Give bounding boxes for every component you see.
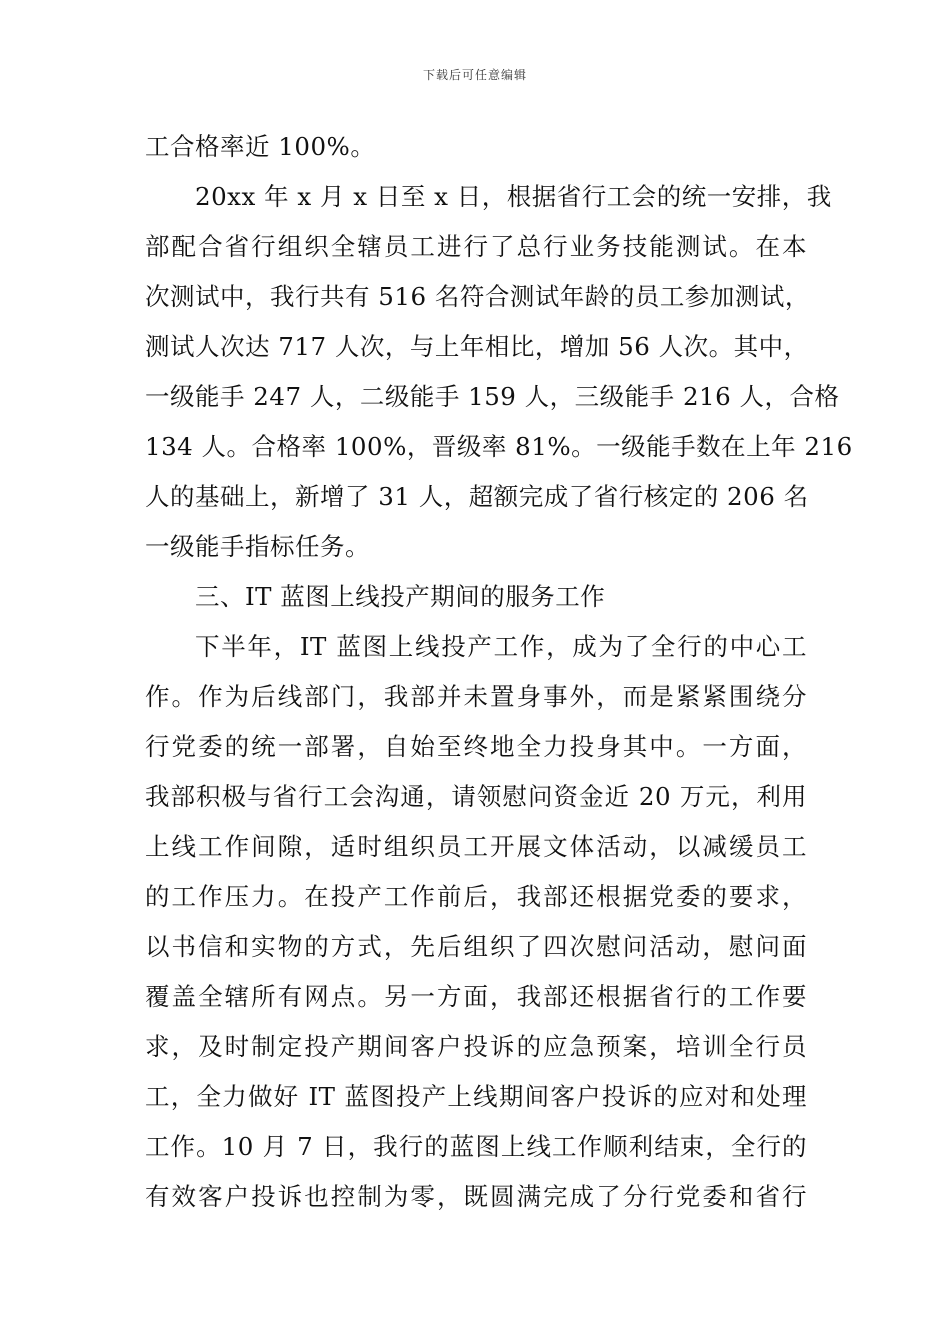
header-note: 下载后可任意编辑 — [422, 68, 527, 82]
text-line: 有效客户投诉也控制为零，既圆满完成了分行党委和省行 — [145, 1182, 807, 1211]
text-line: 行党委的统一部署，自始至终地全力投身其中。一方面， — [145, 732, 807, 761]
text-line: 测试人次达 717 人次，与上年相比，增加 56 人次。其中， — [145, 332, 809, 361]
text-line: 下半年，IT 蓝图上线投产工作，成为了全行的中心工 — [195, 632, 807, 661]
text-line: 求，及时制定投产期间客户投诉的应急预案，培训全行员 — [145, 1032, 807, 1061]
text-line: 覆盖全辖所有网点。另一方面，我部还根据省行的工作要 — [145, 982, 807, 1011]
text-line: 20xx 年 x 月 x 日至 x 日，根据省行工会的统一安排，我 — [195, 182, 832, 211]
text-line: 我部积极与省行工会沟通，请领慰问资金近 20 万元，利用 — [145, 782, 807, 811]
text-line: 次测试中，我行共有 516 名符合测试年龄的员工参加测试， — [145, 282, 810, 311]
text-line: 工，全力做好 IT 蓝图投产上线期间客户投诉的应对和处理 — [145, 1082, 807, 1111]
document-body — [145, 122, 853, 1222]
text-line: 134 人。合格率 100%，晋级率 81%。一级能手数在上年 216 — [145, 432, 853, 461]
text-line: 一级能手指标任务。 — [145, 532, 370, 561]
text-line: 上线工作间隙，适时组织员工开展文体活动，以减缓员工 — [145, 832, 807, 861]
text-line: 人的基础上，新增了 31 人，超额完成了省行核定的 206 名 — [145, 482, 809, 511]
text-line: 的工作压力。在投产工作前后，我部还根据党委的要求， — [145, 882, 807, 911]
text-line: 作。作为后线部门，我部并未置身事外，而是紧紧围绕分 — [145, 682, 807, 711]
text-line: 以书信和实物的方式，先后组织了四次慰问活动，慰问面 — [145, 932, 807, 961]
text-line: 工作。10 月 7 日，我行的蓝图上线工作顺利结束，全行的 — [145, 1132, 807, 1161]
text-line: 一级能手 247 人，二级能手 159 人，三级能手 216 人，合格 — [145, 382, 840, 411]
section-heading: 三、IT 蓝图上线投产期间的服务工作 — [195, 582, 606, 611]
text-line: 部配合省行组织全辖员工进行了总行业务技能测试。在本 — [145, 232, 807, 261]
text-line: 工合格率近 100%。 — [145, 132, 376, 161]
